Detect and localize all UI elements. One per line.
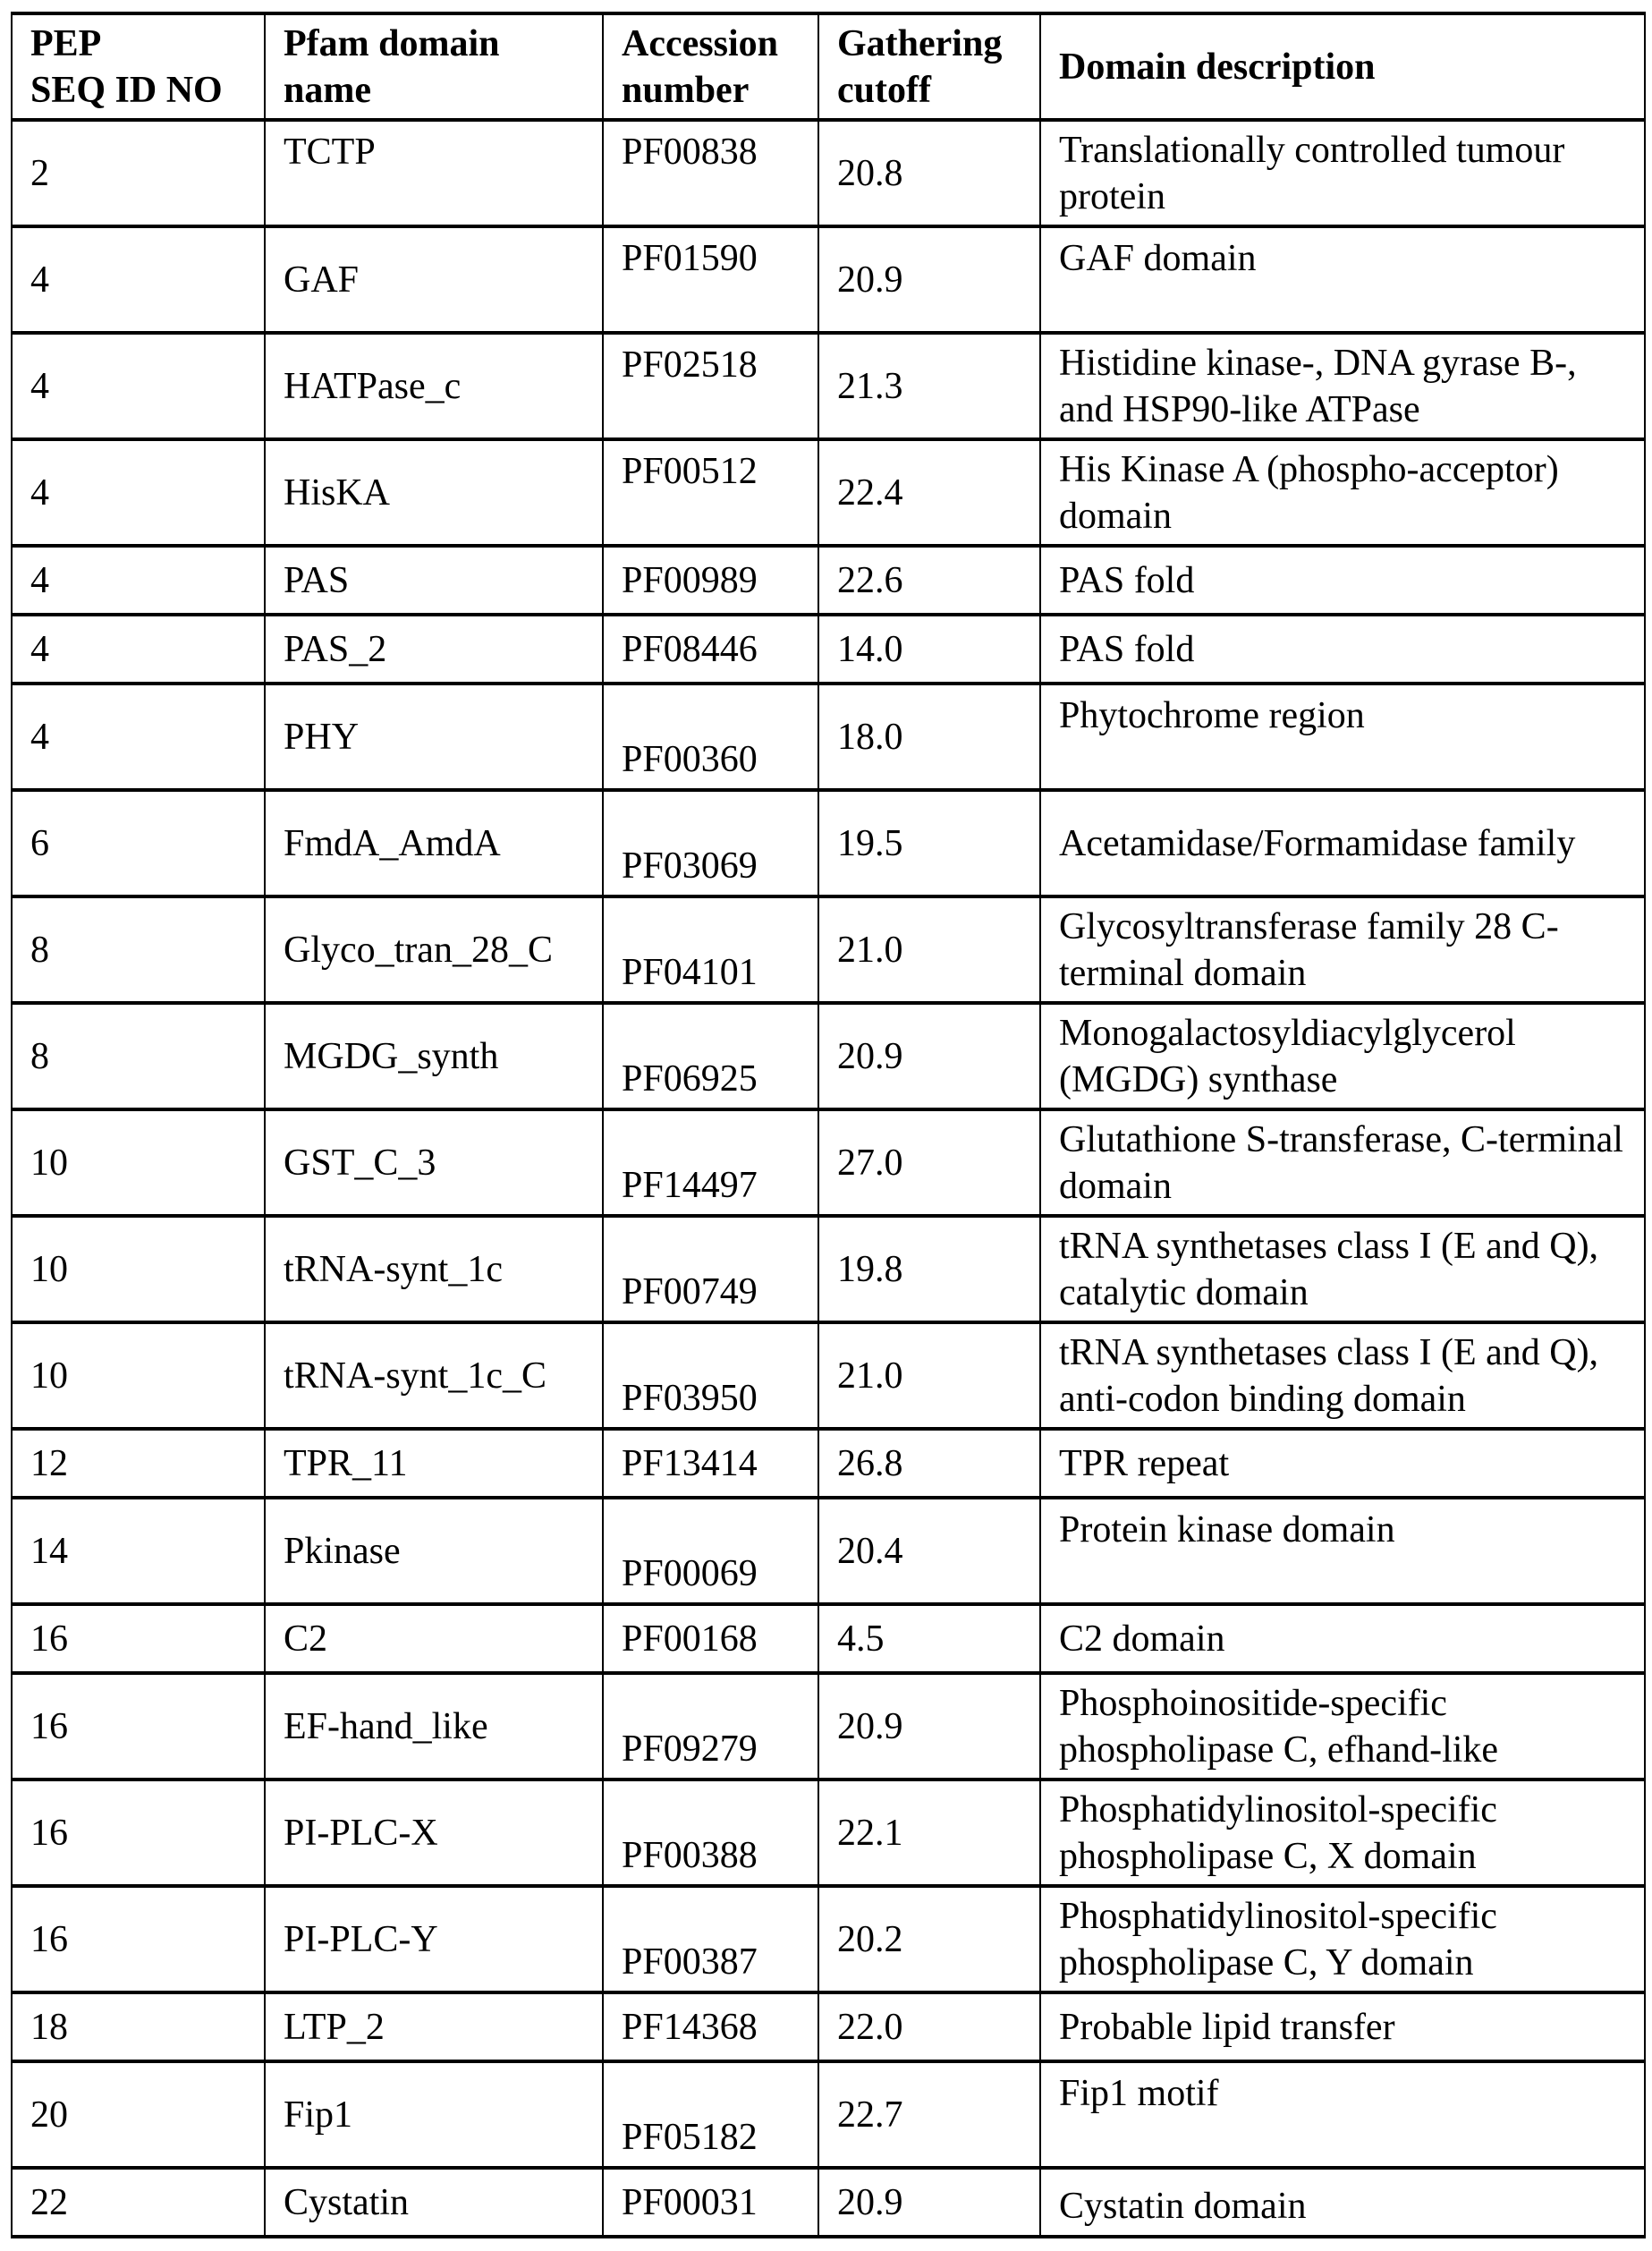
cell-seq-id: 16: [12, 1780, 265, 1886]
header-pfam-name: Pfam domain name: [265, 13, 603, 120]
cell-cutoff: 20.2: [818, 1886, 1040, 1992]
cell-pfam: HisKA: [265, 439, 603, 546]
cell-cutoff: 20.9: [818, 226, 1040, 333]
cell-seq-id: 20: [12, 2061, 265, 2168]
table-row: [12, 1216, 1645, 1322]
cell-cutoff: 22.1: [818, 1780, 1040, 1886]
table-header-row: [12, 13, 1645, 120]
cell-accession: PF03069: [603, 790, 818, 896]
cell-pfam: EF-hand_like: [265, 1673, 603, 1780]
cell-seq-id: 4: [12, 439, 265, 546]
cell-pfam: TCTP: [265, 120, 603, 226]
cell-description: Fip1 motif: [1040, 2061, 1645, 2168]
cell-description: Phytochrome region: [1040, 684, 1645, 790]
cell-cutoff: 21.0: [818, 1322, 1040, 1429]
cell-cutoff: 27.0: [818, 1109, 1040, 1216]
cell-accession: PF05182: [603, 2061, 818, 2168]
cell-cutoff: 20.4: [818, 1498, 1040, 1604]
cell-description: Phosphatidylinositol-specific phospholipase C, Y domain: [1040, 1886, 1645, 1992]
cell-description: Glutathione S-transferase, C-terminal domain: [1040, 1109, 1645, 1216]
cell-pfam: tRNA-synt_1c: [265, 1216, 603, 1322]
cell-pfam: PI-PLC-Y: [265, 1886, 603, 1992]
cell-cutoff: 26.8: [818, 1429, 1040, 1498]
cell-cutoff: 19.5: [818, 790, 1040, 896]
table-row: [12, 1003, 1645, 1109]
cell-accession: PF00069: [603, 1498, 818, 1604]
cell-description: Acetamidase/Formamidase family: [1040, 790, 1645, 896]
cell-seq-id: 22: [12, 2168, 265, 2237]
table-row: [12, 1604, 1645, 1673]
cell-cutoff: 22.0: [818, 1992, 1040, 2061]
cell-accession: PF00387: [603, 1886, 818, 1992]
cell-pfam: Cystatin: [265, 2168, 603, 2237]
cell-accession: PF04101: [603, 896, 818, 1003]
cell-seq-id: 16: [12, 1673, 265, 1780]
cell-pfam: PAS: [265, 546, 603, 615]
table-row: [12, 333, 1645, 439]
cell-description: TPR repeat: [1040, 1429, 1645, 1498]
table-row: [12, 790, 1645, 896]
cell-pfam: FmdA_AmdA: [265, 790, 603, 896]
cell-pfam: C2: [265, 1604, 603, 1673]
cell-cutoff: 14.0: [818, 615, 1040, 684]
cell-description: GAF domain: [1040, 226, 1645, 333]
cell-seq-id: 4: [12, 615, 265, 684]
pfam-domain-table: [11, 12, 1646, 2238]
cell-accession: PF14497: [603, 1109, 818, 1216]
cell-seq-id: 4: [12, 546, 265, 615]
cell-seq-id: 16: [12, 1886, 265, 1992]
table-row: [12, 684, 1645, 790]
cell-seq-id: 10: [12, 1322, 265, 1429]
table-row: [12, 439, 1645, 546]
cell-pfam: TPR_11: [265, 1429, 603, 1498]
cell-seq-id: 10: [12, 1216, 265, 1322]
cell-accession: PF00749: [603, 1216, 818, 1322]
cell-cutoff: 21.0: [818, 896, 1040, 1003]
header-cutoff: Gathering cutoff: [818, 13, 1040, 120]
cell-seq-id: 4: [12, 333, 265, 439]
cell-seq-id: 8: [12, 1003, 265, 1109]
header-pep-line2: SEQ ID NO: [30, 69, 223, 111]
cell-seq-id: 16: [12, 1604, 265, 1673]
cell-cutoff: 20.8: [818, 120, 1040, 226]
cell-description: Monogalactosyldiacylglycerol (MGDG) synthase: [1040, 1003, 1645, 1109]
table-row: [12, 1322, 1645, 1429]
cell-accession: PF01590: [603, 226, 818, 333]
cell-pfam: PHY: [265, 684, 603, 790]
table-row: [12, 1886, 1645, 1992]
cell-accession: PF00360: [603, 684, 818, 790]
table-row: [12, 1498, 1645, 1604]
cell-description: His Kinase A (phospho-acceptor) domain: [1040, 439, 1645, 546]
cell-accession: PF14368: [603, 1992, 818, 2061]
cell-seq-id: 10: [12, 1109, 265, 1216]
cell-seq-id: 8: [12, 896, 265, 1003]
cell-pfam: GST_C_3: [265, 1109, 603, 1216]
cell-accession: PF03950: [603, 1322, 818, 1429]
cell-accession: PF00838: [603, 120, 818, 226]
cell-cutoff: 20.9: [818, 1673, 1040, 1780]
cell-accession: PF02518: [603, 333, 818, 439]
cell-description: Phosphatidylinositol-specific phospholipase C, X domain: [1040, 1780, 1645, 1886]
cell-accession: PF00031: [603, 2168, 818, 2237]
table-row: [12, 546, 1645, 615]
cell-description: PAS fold: [1040, 615, 1645, 684]
cell-accession: PF00989: [603, 546, 818, 615]
cell-seq-id: 18: [12, 1992, 265, 2061]
header-pep-seq-id: [12, 13, 265, 120]
cell-pfam: LTP_2: [265, 1992, 603, 2061]
cell-description: Histidine kinase-, DNA gyrase B-, and HSP90-like ATPase: [1040, 333, 1645, 439]
cell-seq-id: 4: [12, 684, 265, 790]
header-description: Domain description: [1040, 13, 1645, 120]
cell-pfam: HATPase_c: [265, 333, 603, 439]
cell-seq-id: 4: [12, 226, 265, 333]
table-row: [12, 226, 1645, 333]
cell-description: Probable lipid transfer: [1040, 1992, 1645, 2061]
cell-pfam: MGDG_synth: [265, 1003, 603, 1109]
cell-seq-id: 12: [12, 1429, 265, 1498]
cell-description: tRNA synthetases class I (E and Q), catalytic domain: [1040, 1216, 1645, 1322]
cell-cutoff: 22.4: [818, 439, 1040, 546]
table-row: [12, 2168, 1645, 2237]
cell-pfam: Pkinase: [265, 1498, 603, 1604]
header-pep-line1: PEP: [30, 22, 102, 64]
cell-cutoff: 20.9: [818, 2168, 1040, 2237]
table-row: [12, 120, 1645, 226]
cell-cutoff: 22.7: [818, 2061, 1040, 2168]
cell-accession: PF09279: [603, 1673, 818, 1780]
cell-seq-id: 2: [12, 120, 265, 226]
cell-accession: PF00512: [603, 439, 818, 546]
cell-accession: PF00168: [603, 1604, 818, 1673]
table-row: [12, 2061, 1645, 2168]
cell-description: Protein kinase domain: [1040, 1498, 1645, 1604]
header-accession: Accession number: [603, 13, 818, 120]
cell-cutoff: 22.6: [818, 546, 1040, 615]
cell-cutoff: 21.3: [818, 333, 1040, 439]
table-row: [12, 1992, 1645, 2061]
cell-seq-id: 14: [12, 1498, 265, 1604]
cell-description: Cystatin domain: [1040, 2168, 1645, 2237]
cell-description: Translationally controlled tumour protein: [1040, 120, 1645, 226]
table-row: [12, 1673, 1645, 1780]
cell-description: C2 domain: [1040, 1604, 1645, 1673]
table-row: [12, 1780, 1645, 1886]
cell-description: tRNA synthetases class I (E and Q), anti-codon binding domain: [1040, 1322, 1645, 1429]
cell-accession: PF06925: [603, 1003, 818, 1109]
cell-cutoff: 20.9: [818, 1003, 1040, 1109]
cell-accession: PF00388: [603, 1780, 818, 1886]
cell-accession: PF13414: [603, 1429, 818, 1498]
cell-pfam: GAF: [265, 226, 603, 333]
cell-pfam: Glyco_tran_28_C: [265, 896, 603, 1003]
table-row: [12, 615, 1645, 684]
cell-cutoff: 19.8: [818, 1216, 1040, 1322]
cell-description: PAS fold: [1040, 546, 1645, 615]
cell-pfam: PI-PLC-X: [265, 1780, 603, 1886]
cell-cutoff: 4.5: [818, 1604, 1040, 1673]
cell-pfam: Fip1: [265, 2061, 603, 2168]
cell-cutoff: 18.0: [818, 684, 1040, 790]
table-row: [12, 1429, 1645, 1498]
cell-accession: PF08446: [603, 615, 818, 684]
table-row: [12, 1109, 1645, 1216]
cell-description: Glycosyltransferase family 28 C-terminal domain: [1040, 896, 1645, 1003]
cell-pfam: tRNA-synt_1c_C: [265, 1322, 603, 1429]
cell-description: Phosphoinositide-specific phospholipase C, efhand-like: [1040, 1673, 1645, 1780]
table-row: [12, 896, 1645, 1003]
cell-pfam: PAS_2: [265, 615, 603, 684]
cell-seq-id: 6: [12, 790, 265, 896]
